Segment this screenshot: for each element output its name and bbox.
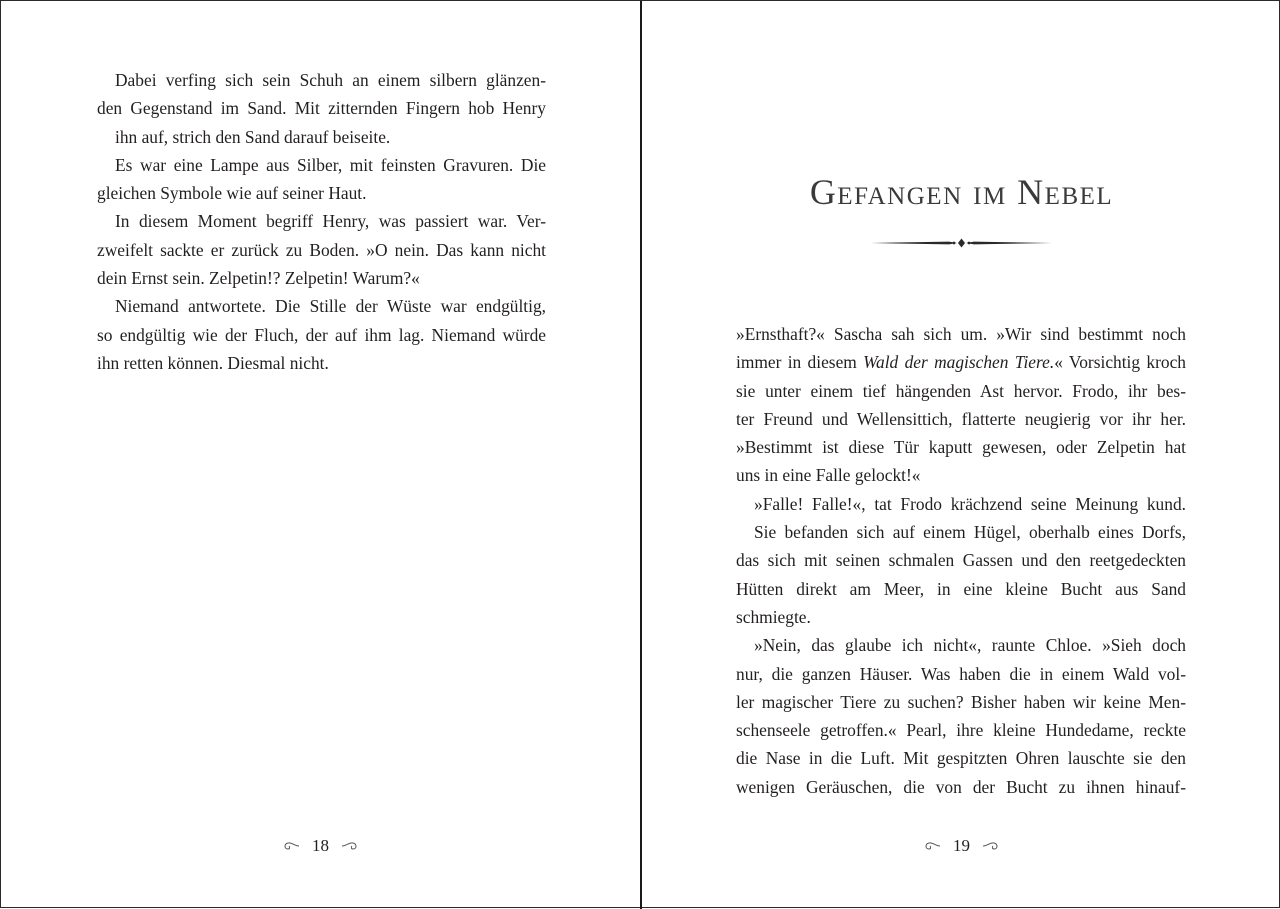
text-line: uns in eine Falle gelockt!« <box>736 465 921 486</box>
text-line: ihn auf, strich den Sand darauf beiseite. <box>115 126 391 147</box>
text-line: das sich mit seinen schmalen Gassen und den reetgedeckten <box>736 550 1186 571</box>
chapter-title: Gefangen im Nebel <box>809 172 1114 212</box>
text-line: »Nein, das glaube ich nicht«, raunte Chloe. »Sieh doch <box>754 635 1186 656</box>
text-line: sie unter einem tief hängenden Ast hervor. Frodo, ihr bes- <box>736 380 1186 401</box>
text-run: « Vorsichtig kroch <box>1054 352 1186 373</box>
text-line: die Nase in die Luft. Mit gespitzten Ohren lauschte sie den <box>736 748 1186 769</box>
text-line: ihn retten können. Diesmal nicht. <box>97 352 329 373</box>
text-line: wenigen Geräuschen, die von der Bucht zu ihnen hinauf- <box>736 776 1186 797</box>
right-page <box>642 1 1280 909</box>
text-line: den Gegenstand im Sand. Mit zitternden Fingern hob Henry <box>97 98 546 119</box>
text-line: Sie befanden sich auf einem Hügel, oberhalb eines Dorfs, <box>754 522 1186 543</box>
text-line: schmiegte. <box>736 606 811 627</box>
text-line: Hütten direkt am Meer, in eine kleine Bucht aus Sand <box>736 578 1186 599</box>
text-line: ter Freund und Wellensittich, flatterte neugierig vor ihr her. <box>736 408 1186 429</box>
text-line: dein Ernst sein. Zelpetin!? Zelpetin! Warum?« <box>97 268 420 289</box>
text-line: gleichen Symbole wie auf seiner Haut. <box>97 183 367 204</box>
page-number: 19 <box>953 836 970 856</box>
left-page-body <box>97 66 546 377</box>
text-line: »Falle! Falle!«, tat Frodo krächzend seine Meinung kund. <box>754 493 1186 514</box>
text-line: Dabei verfing sich sein Schuh an einem silbern glänzen- <box>115 70 546 90</box>
text-line: schenseele getroffen.« Pearl, ihre kleine Hundedame, reckte <box>736 720 1186 741</box>
right-page-body <box>736 320 1186 801</box>
text-line: »Ernsthaft?« Sascha sah sich um. »Wir sind bestimmt noch <box>736 324 1186 344</box>
text-line: »Bestimmt ist diese Tür kaputt gewesen, oder Zelpetin hat <box>736 437 1186 458</box>
swash-left-icon <box>282 841 300 851</box>
horizontal-rule-ornament-icon <box>871 235 1052 251</box>
page-number: 18 <box>312 836 329 856</box>
swash-right-icon <box>341 841 359 851</box>
text-line: zweifelt sackte er zurück zu Boden. »O nein. Das kann nicht <box>97 239 546 260</box>
page-number-right <box>642 835 1280 856</box>
text-line: nur, die ganzen Häuser. Was haben die in einem Wald vol- <box>736 663 1186 684</box>
swash-right-icon <box>982 841 1000 851</box>
text-line: so endgültig wie der Fluch, der auf ihm lag. Niemand würde <box>97 324 546 345</box>
text-run: immer in diesem <box>736 352 864 373</box>
text-line <box>736 348 1186 376</box>
text-line: ler magischer Tiere zu suchen? Bisher haben wir keine Men- <box>736 691 1186 712</box>
left-page <box>1 1 640 909</box>
page-number-left <box>1 835 640 856</box>
text-line: In diesem Moment begriff Henry, was passiert war. Ver- <box>115 211 546 232</box>
swash-left-icon <box>923 841 941 851</box>
text-line: Es war eine Lampe aus Silber, mit feinsten Gravuren. Die <box>115 154 546 175</box>
text-line: Niemand antwortete. Die Stille der Wüste war endgültig, <box>115 296 546 317</box>
italic-title: Wald der magischen Tiere. <box>863 352 1055 373</box>
